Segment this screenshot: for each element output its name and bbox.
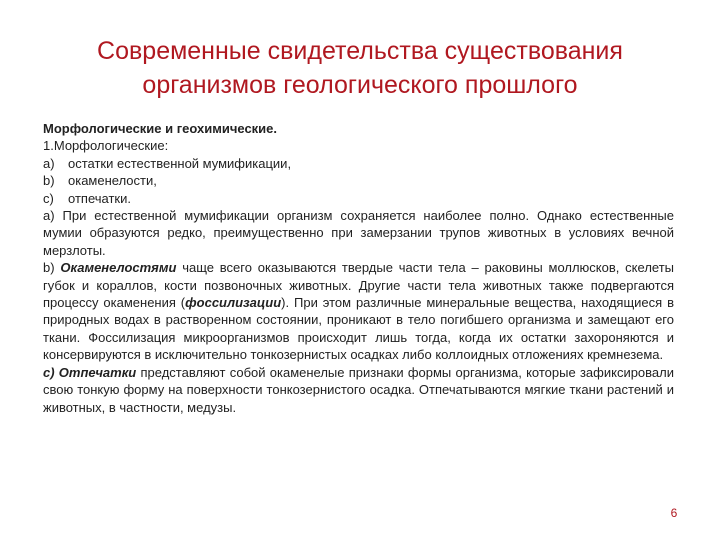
list-item bbox=[43, 172, 674, 189]
paragraph-text: ). При этом различные минеральные вещества, находящиеся в природных водах в растворенном состоянии, проникают в тело погибшего организма и замещают его ткани. Фоссилизация микроорганизмов происходит лишь тогда, когда их остатки захороняются и консервируются в исключительно тонкозернистых осадках либо коллоидных отложениях кремнезема. bbox=[43, 295, 674, 363]
section-heading: Морфологические и геохимические. bbox=[43, 121, 278, 136]
list-item-text: окаменелости, bbox=[68, 173, 157, 189]
list-marker: b) bbox=[43, 173, 55, 189]
paragraph-marker: b) bbox=[43, 260, 61, 276]
slide-title bbox=[60, 34, 660, 102]
subsection-label: 1.Морфологические: bbox=[43, 138, 169, 154]
list-item-text: остатки естественной мумификации, bbox=[68, 155, 292, 171]
list-marker: c) bbox=[43, 190, 54, 206]
paragraph-fossils bbox=[43, 259, 674, 363]
title-line-2: организмов геологического прошлого bbox=[142, 71, 578, 99]
slide-body bbox=[43, 120, 674, 416]
page-number: 6 bbox=[670, 506, 678, 520]
paragraph-text: чаще всего оказываются твердые части тела – раковины моллюсков, скелеты губок и кораллов, кости позвоночных животных. Другие части тела животных также подвергаются процессу окаменения ( bbox=[43, 260, 674, 311]
list-item bbox=[43, 155, 674, 172]
term-imprints: с) Отпечатки bbox=[43, 364, 137, 380]
paragraph-imprints bbox=[43, 364, 674, 416]
term-fossilization: фоссилизации bbox=[185, 295, 282, 311]
paragraph-text: представляют собой окаменелые признаки формы организма, которые зафиксировали свою тонкую форму на поверхности тонкозернистого осадка. Отпечатываются мягкие ткани растений и животных, в частности, медузы. bbox=[43, 364, 674, 415]
term-fossils: Окаменелостями bbox=[60, 260, 177, 276]
paragraph-mummification: а) При естественной мумификации организм сохраняется наиболее полно. Однако естественные мумии образуются редко, преимущественно при замерзании трупов животных в условиях вечной мерзлоты. bbox=[43, 208, 674, 258]
list-item-text: отпечатки. bbox=[68, 190, 131, 206]
list-item bbox=[43, 190, 674, 207]
list-marker: a) bbox=[43, 155, 55, 171]
title-line-1: Современные свидетельства существования bbox=[97, 37, 623, 65]
